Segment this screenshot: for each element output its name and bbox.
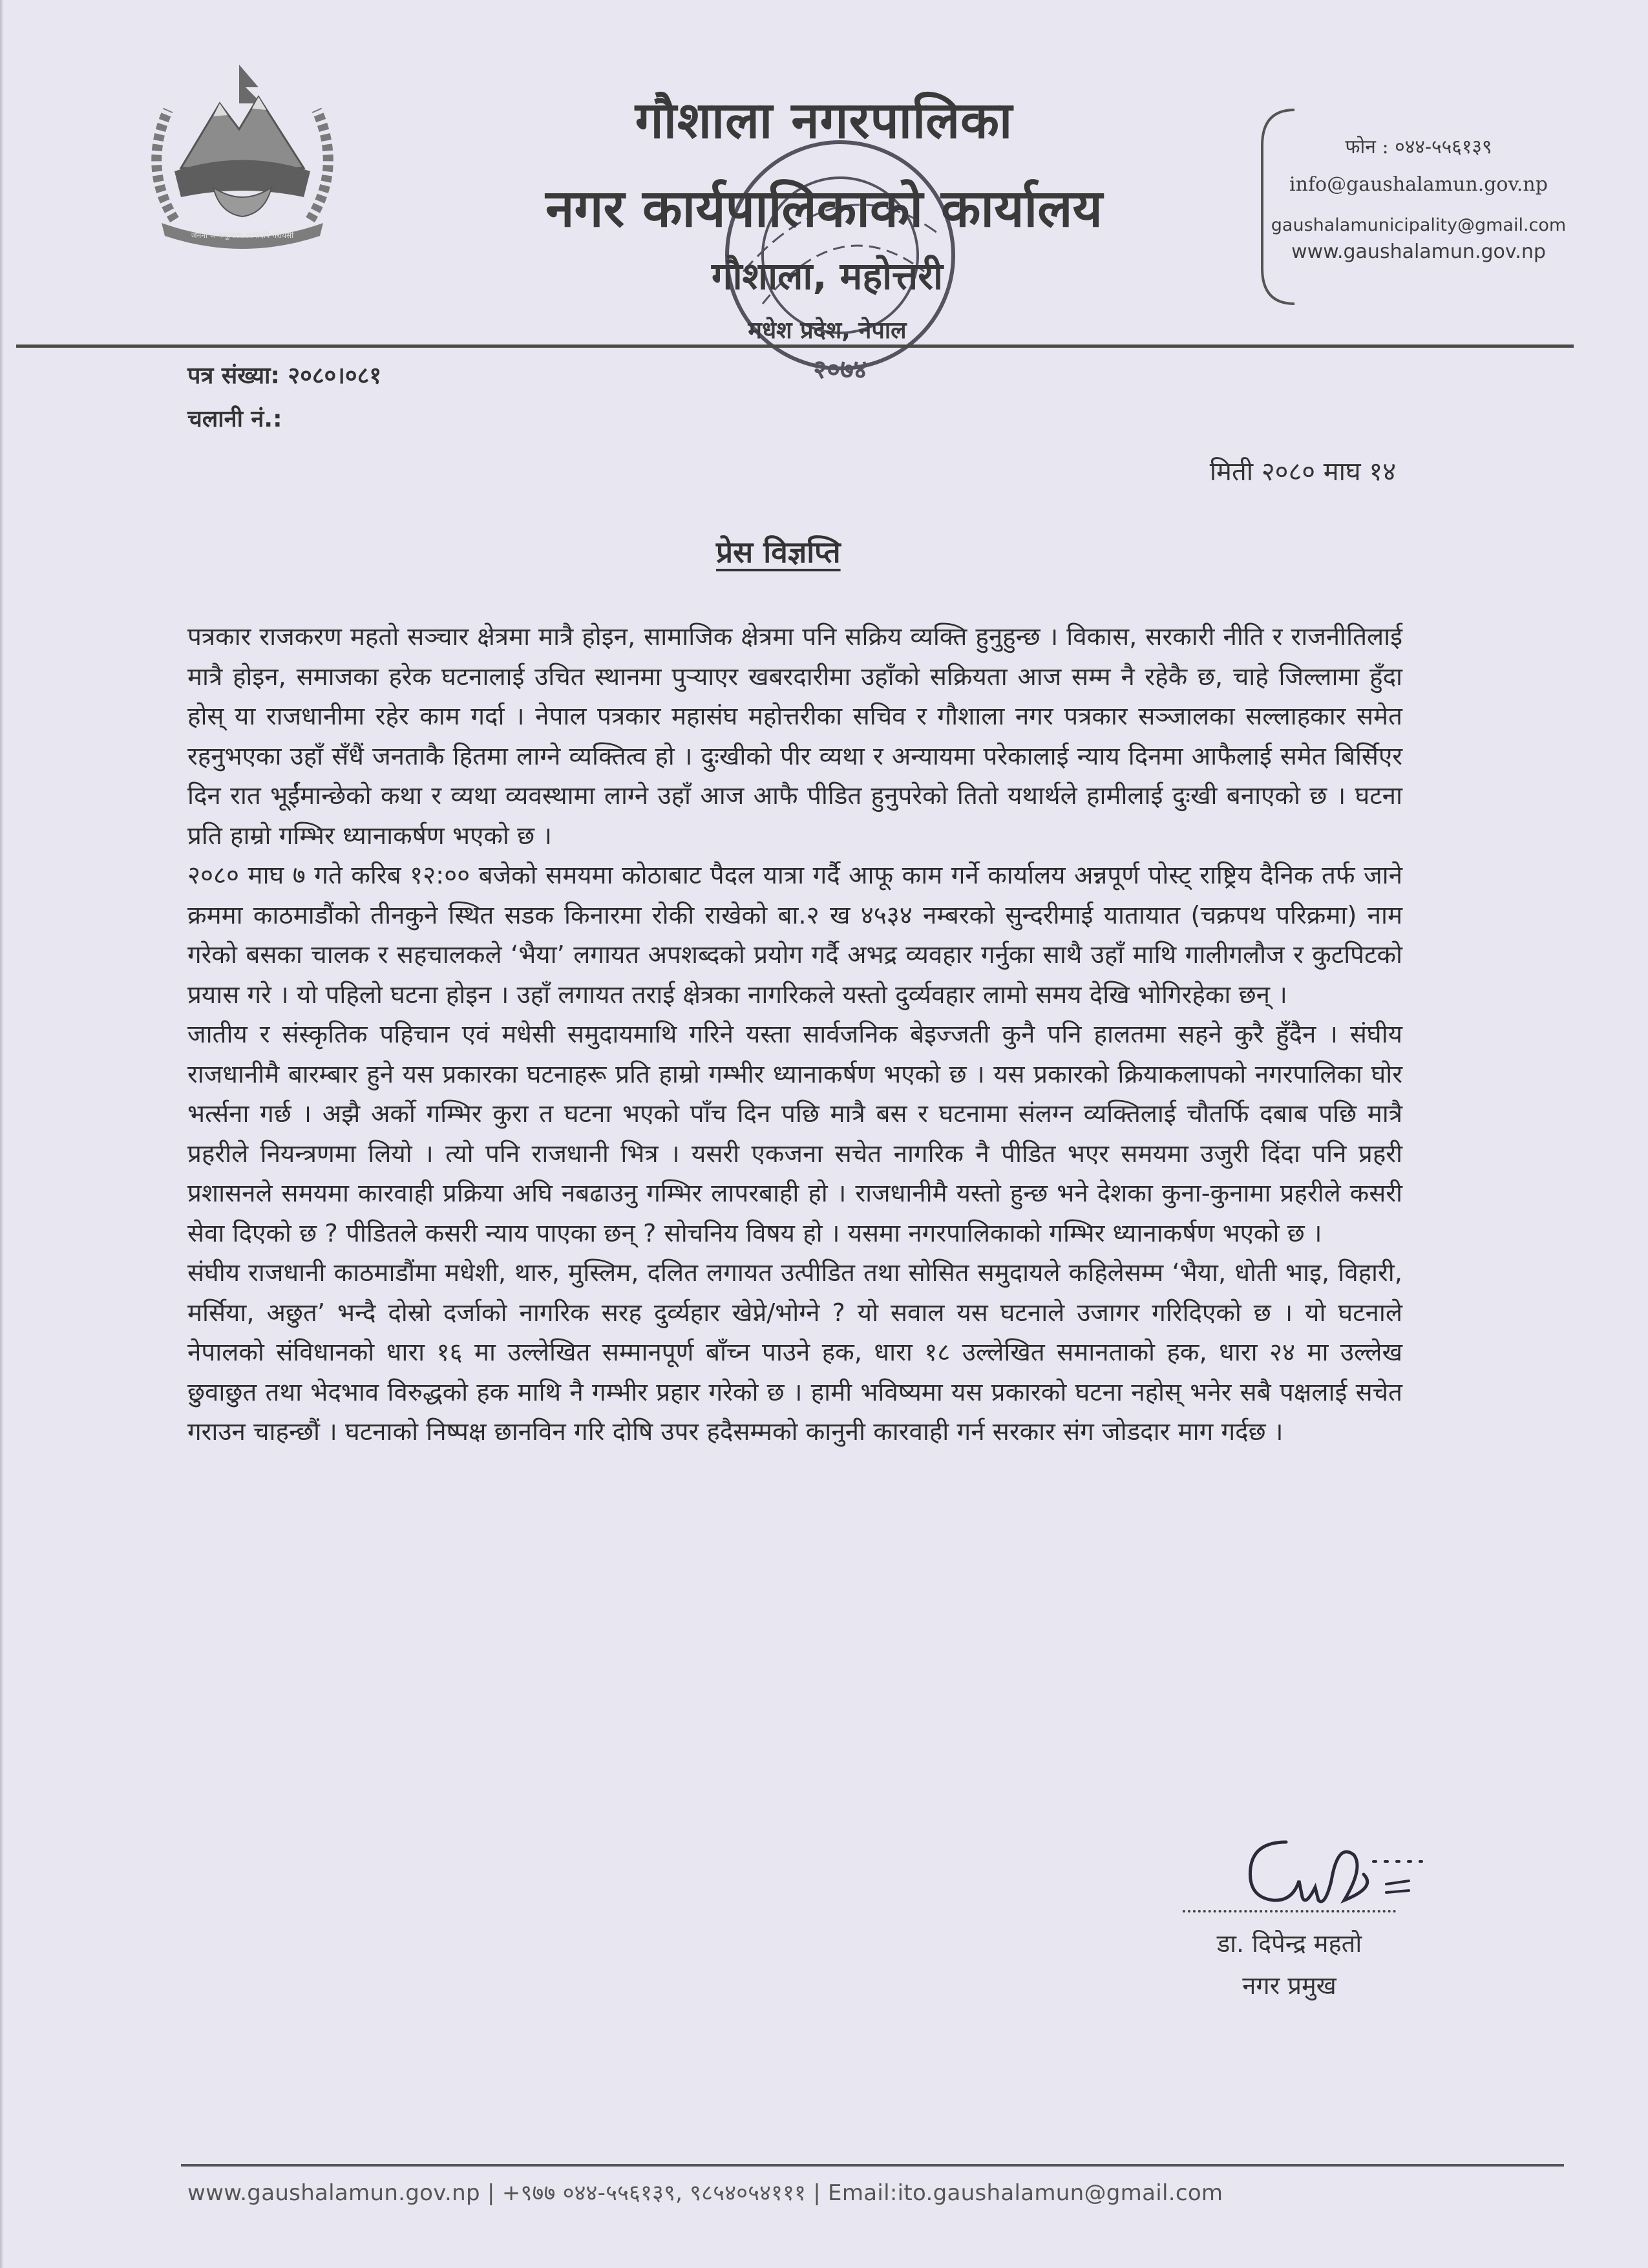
body-paragraph: पत्रकार राजकरण महतो सञ्चार क्षेत्रमा मात्रै होइन, सामाजिक क्षेत्रमा पनि सक्रिय व्यक्ति हुनुहुन्छ । विकास, सरकारी नीति र राजनीतिलाई मात्रै होइन, समाजका हरेक घटनालाई उचित स्थानमा पुऱ्याएर खबरदारीमा उहाँको सक्रियता आज सम्म नै रहेकै छ, चाहे जिल्लामा हुँदा होस् या राजधानीमा रहेर काम गर्दा । नेपाल पत्रकार महासंघ महोत्तरीका सचिव र गौशाला नगर पत्रकार सञ्जालका सल्लाहकार समेत रहनुभएका उहाँ सँधैं जनताकै हितमा लाग्ने व्यक्तित्व हो । दुःखीको पीर व्यथा र अन्यायमा परेकालाई न्याय दिनमा आफैलाई समेत बिर्सिएर दिन रात भूईंमान्छेको कथा र व्यथा व्यवस्थामा लाग्ने उहाँ आज आफै पीडित हुनुपरेको तितो यथार्थले हामीलाई दुःखी बनाएको छ । घटना प्रति हाम्रो गम्भिर ध्यानाकर्षण भएको छ । [187,622,1402,851]
signatory-name: डा. दिपेन्द्र महतो [1216,1929,1362,1958]
contact-email-info: info@gaushalamun.gov.np [1289,173,1548,196]
office-name: नगर कार्यपालिकाको कार्यालय [545,178,1103,238]
footer-contact-line: www.gaushalamun.gov.np | +९७७ ०४४-५५६१३९, ९८५४०५४१११ | Email:ito.gaushalamun@gmail.com [187,2180,1223,2206]
dispatch-number: चलानी नं.: [187,406,282,432]
official-seal-icon [704,123,976,388]
office-address: गौशाला, महोत्तरी [711,254,944,298]
body-paragraph: २०८० माघ ७ गते करिब १२:०० बजेको समयमा कोठाबाट पैदल यात्रा गर्दै आफू काम गर्ने कार्यालय अन्नपूर्ण पोस्ट् राष्ट्रिय दैनिक तर्फ जाने क्रममा काठमाडौंको तीनकुने स्थित सडक किनारमा रोकी राखेको बा.२ ख ४५३४ नम्बरको सुन्दरीमाई यातायात (चक्रपथ परिक्रमा) नाम गरेको बसका चालक र सहचालकले ‘भैया’ लगायत अपशब्दको प्रयोग गर्दै अभद्र व्यवहार गर्नुका साथै उहाँ माथि गालीगलौज र कुटपिटको प्रयास गरे । यो पहिलो घटना होइन । उहाँ लगायत तराई क्षेत्रका नागरिकले यस्तो दुर्व्यवहार लामो समय देखि भोगिरहेका छन् । [187,861,1402,1010]
signature-line [1183,1910,1396,1913]
header-divider [16,344,1574,348]
handwritten-signature [1228,1816,1448,1933]
body-paragraph: जातीय र संस्कृतिक पहिचान एवं मधेसी समुदायमाथि गरिने यस्ता सार्वजनिक बेइज्जती कुनै पनि हालतमा सहने कुरै हुँदैन । संघीय राजधानीमै बारम्बार हुने यस प्रकारका घटनाहरू प्रति हाम्रो गम्भीर ध्यानाकर्षण भएको छ । यस प्रकारको क्रियाकलापको नगरपालिका घोर भर्त्सना गर्छ । अझै अर्को गम्भिर कुरा त घटना भएको पाँच दिन पछि मात्रै बस र घटनामा संलग्न व्यक्तिलाई चौतर्फि दबाब पछि मात्रै प्रहरीले नियन्त्रणमा लियो । त्यो पनि राजधानी भित्र । यसरी एकजना सचेत नागरिक नै पीडित भएर समयमा उजुरी दिंदा पनि प्रहरी प्रशासनले समयमा कारवाही प्रक्रिया अघि नबढाउनु गम्भिर लापरबाही हो । राजधानीमै यस्तो हुन्छ भने देशका कुना-कुनामा प्रहरीले कसरी सेवा दिएको छ ? पीडितले कसरी न्याय पाएका छन् ? सोचनिय विषय हो । यसमा नगरपालिकाको गम्भिर ध्यानाकर्षण भएको छ । [187,1020,1402,1248]
seal-year: २०७४ [813,355,867,385]
nepal-emblem-icon [136,58,349,252]
letter-number: पत्र संख्या: २०८०।०८१ [187,363,382,389]
province-address: मधेश प्रदेश, नेपाल [748,317,907,344]
organization-name: गौशाला नगरपालिका [635,92,1013,150]
footer-divider [181,2164,1564,2167]
contact-website: www.gaushalamun.gov.np [1291,240,1546,263]
press-release-body [187,617,1402,1452]
contact-phone: फोन : ०४४-५५६१३९ [1345,136,1492,158]
contact-email-gmail: gaushalamunicipality@gmail.com [1271,215,1567,235]
svg-text:जननी जन्मभूमिश्च स्वर्गादपि गर: जननी जन्मभूमिश्च स्वर्गादपि गरीयसी [191,231,294,240]
contact-block [1263,132,1574,263]
body-paragraph: संघीय राजधानी काठमाडौंमा मधेशी, थारु, मुस्लिम, दलित लगायत उत्पीडित तथा सोसित समुदायले कहिलेसम्म ‘भैया, धोती भाइ, विहारी, मर्सिया, अछुत’ भन्दै दोस्रो दर्जाको नागरिक सरह दुर्व्यहार खेप्ने/भोग्ने ? यो सवाल यस घटनाले उजागर गरिदिएको छ । यो घटनाले नेपालको संविधानको धारा १६ मा उल्लेखित सम्मानपूर्ण बाँच्न पाउने हक, धारा १८ उल्लेखित समानताको हक, धारा २४ मा उल्लेख छुवाछुत तथा भेदभाव विरुद्धको हक माथि नै गम्भीर प्रहार गरेको छ । हामी भविष्यमा यस प्रकारको घटना नहोस् भनेर सबै पक्षलाई सचेत गराउन चाहन्छौं । घटनाको निष्पक्ष छानविन गरि दोषि उपर हदैसम्मको कानुनी कारवाही गर्न सरकार संग जोडदार माग गर्दछ । [187,1258,1402,1447]
signatory-title: नगर प्रमुख [1242,1971,1336,2000]
page-edge [0,0,4,2268]
letter-date: मिती २०८० माघ १४ [1209,457,1396,487]
press-release-title: प्रेस विज्ञप्ति [716,535,841,569]
